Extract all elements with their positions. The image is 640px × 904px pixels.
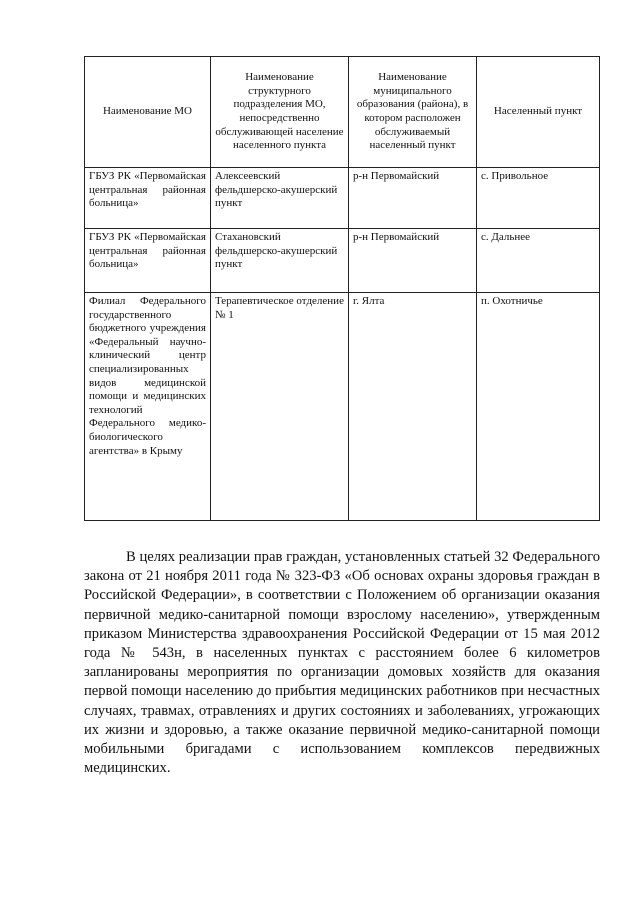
table-row bbox=[85, 229, 600, 293]
cell-mo: ГБУЗ РК «Первомайская центральная районная больница» bbox=[85, 229, 211, 293]
cell-municipality: р-н Первомайский bbox=[349, 229, 477, 293]
cell-subdivision: Алексеевский фельдшерско-акушерский пункт bbox=[211, 168, 349, 229]
cell-locality: п. Охотничье bbox=[477, 293, 600, 521]
cell-municipality: р-н Первомайский bbox=[349, 168, 477, 229]
header-municipality: Наименование муниципального образования (района), в котором расположен обслуживаемый населенный пункт bbox=[349, 57, 477, 168]
cell-subdivision: Стахановский фельдшерско-акушерский пункт bbox=[211, 229, 349, 293]
cell-municipality: г. Ялта bbox=[349, 293, 477, 521]
cell-subdivision: Терапевтическое отделение № 1 bbox=[211, 293, 349, 521]
medical-organizations-table bbox=[84, 56, 600, 521]
cell-mo: Филиал Федерального государственного бюджетного учреждения «Федеральный научно-клинический центр специализированных видов медицинской помощи и медицинских технологий Федерального медико-биологического агентства» в Крыму bbox=[85, 293, 211, 521]
cell-locality: с. Дальнее bbox=[477, 229, 600, 293]
cell-locality: с. Привольное bbox=[477, 168, 600, 229]
header-locality: Населенный пункт bbox=[477, 57, 600, 168]
cell-mo: ГБУЗ РК «Первомайская центральная районная больница» bbox=[85, 168, 211, 229]
table-header-row bbox=[85, 57, 600, 168]
table-row bbox=[85, 293, 600, 521]
table-row bbox=[85, 168, 600, 229]
header-subdivision: Наименование структурного подразделения МО, непосредственно обслуживающей население населенного пункта bbox=[211, 57, 349, 168]
header-mo: Наименование МО bbox=[85, 57, 211, 168]
body-paragraph: В целях реализации прав граждан, установленных статьей 32 Федерального закона от 21 ноября 2011 года № 323-ФЗ «Об основах охраны здоровья граждан в Российской Федерации», в соответствии с Положением об организации оказания первичной медико-санитарной помощи взрослому населению», утвержденным приказом Министерства здравоохранения Российской Федерации от 15 мая 2012 года № 543н, в населенных пунктах с расстоянием более 6 километров запланированы мероприятия по организации домовых хозяйств для оказания первой помощи населению до прибытия медицинских работников при несчастных случаях, травмах, отравлениях и других состояниях и заболеваниях, угрожающих их жизни и здоровью, а также оказание первичной медико-санитарной помощи мобильными бригадами с использованием комплексов передвижных медицинских. bbox=[84, 549, 600, 777]
